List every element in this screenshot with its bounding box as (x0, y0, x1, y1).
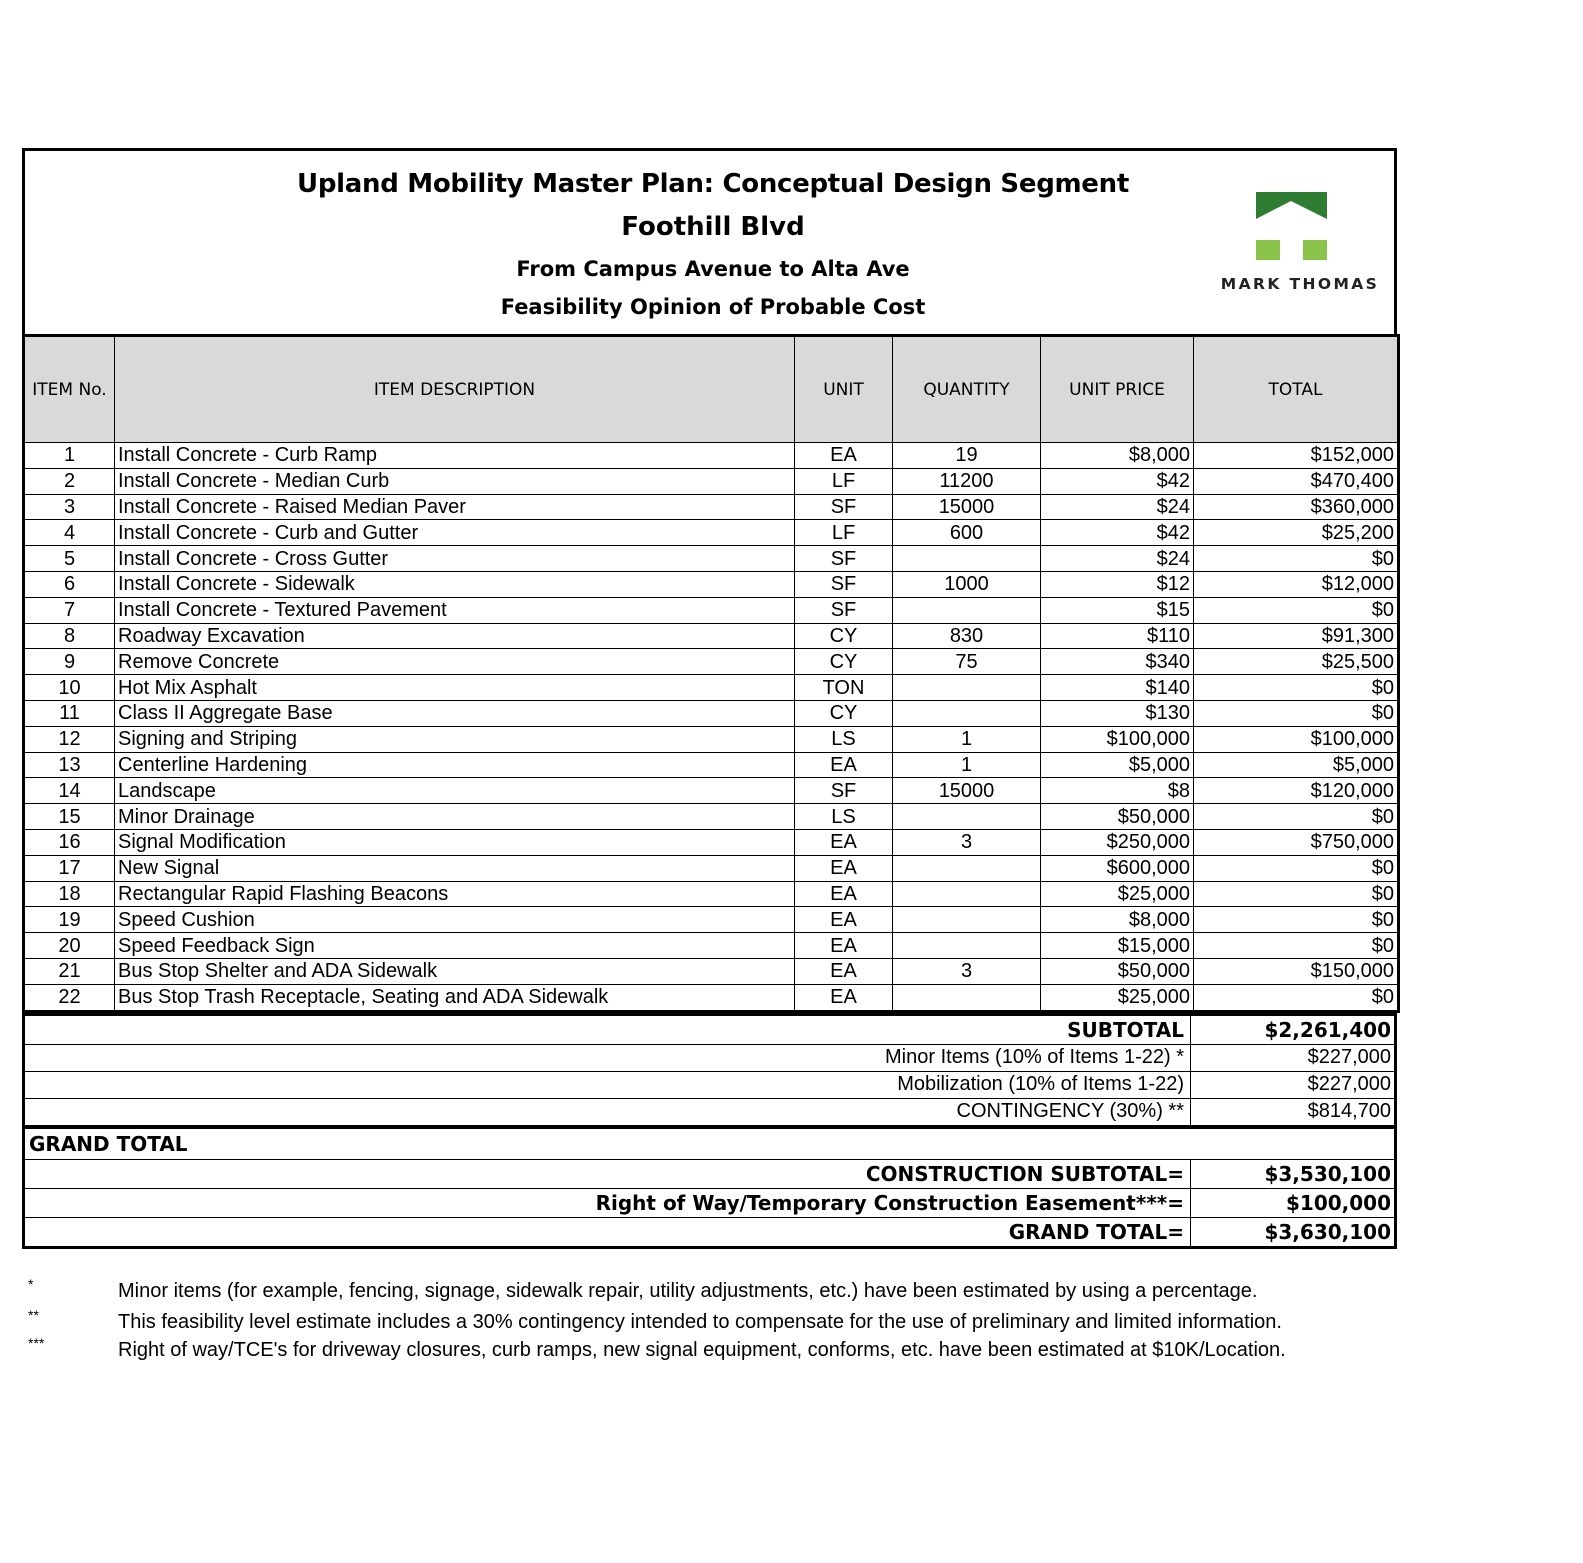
header-box (22, 148, 1397, 334)
minor-items-row (24, 1044, 1396, 1071)
col-header-quantity: QUANTITY (893, 336, 1041, 443)
item-no-cell: 22 (24, 984, 115, 1011)
item-no-cell: 11 (24, 700, 115, 726)
item-description-cell: Landscape (115, 778, 795, 804)
table-header-row (24, 336, 1399, 443)
item-description-cell: Speed Cushion (115, 907, 795, 933)
table-row (24, 752, 1399, 778)
unit-price-cell: $15 (1041, 597, 1194, 623)
table-row (24, 778, 1399, 804)
item-no-cell: 13 (24, 752, 115, 778)
item-description-cell: Bus Stop Shelter and ADA Sidewalk (115, 958, 795, 984)
quantity-cell (893, 881, 1041, 907)
table-row (24, 933, 1399, 959)
logo-text: MARK THOMAS (1220, 275, 1380, 293)
unit-cell: LF (795, 468, 893, 494)
total-cell: $0 (1194, 907, 1399, 933)
table-row (24, 494, 1399, 520)
item-description-cell: Install Concrete - Median Curb (115, 468, 795, 494)
quantity-cell: 3 (893, 829, 1041, 855)
col-header-item-no: ITEM No. (24, 336, 115, 443)
col-header-unit-price: UNIT PRICE (1041, 336, 1194, 443)
quantity-cell: 1 (893, 726, 1041, 752)
unit-price-cell: $130 (1041, 700, 1194, 726)
table-row (24, 649, 1399, 675)
unit-price-cell: $600,000 (1041, 855, 1194, 881)
item-description-cell: Class II Aggregate Base (115, 700, 795, 726)
total-cell: $120,000 (1194, 778, 1399, 804)
unit-price-cell: $8,000 (1041, 443, 1194, 469)
total-cell: $0 (1194, 855, 1399, 881)
quantity-cell: 1000 (893, 571, 1041, 597)
title-line-1: Upland Mobility Master Plan: Conceptual Design Segment (297, 169, 1129, 199)
construction-subtotal-label: CONSTRUCTION SUBTOTAL= (24, 1159, 1191, 1188)
footnote-mark: ** (28, 1307, 39, 1323)
footnote-mark: * (28, 1276, 34, 1292)
logo-m-shape (1256, 192, 1327, 219)
table-row (24, 468, 1399, 494)
item-description-cell: Speed Feedback Sign (115, 933, 795, 959)
unit-cell: CY (795, 623, 893, 649)
footnote (28, 1335, 1528, 1367)
item-description-cell: Signal Modification (115, 829, 795, 855)
unit-price-cell: $50,000 (1041, 804, 1194, 830)
table-row (24, 597, 1399, 623)
unit-price-cell: $15,000 (1041, 933, 1194, 959)
unit-cell: SF (795, 597, 893, 623)
quantity-cell: 15000 (893, 494, 1041, 520)
table-row (24, 700, 1399, 726)
table-row (24, 907, 1399, 933)
item-no-cell: 20 (24, 933, 115, 959)
mobilization-row (24, 1071, 1396, 1098)
item-no-cell: 4 (24, 520, 115, 546)
title-line-2: Foothill Blvd (621, 212, 805, 242)
item-description-cell: Hot Mix Asphalt (115, 675, 795, 701)
unit-price-cell: $340 (1041, 649, 1194, 675)
unit-price-cell: $42 (1041, 520, 1194, 546)
quantity-cell: 600 (893, 520, 1041, 546)
item-no-cell: 17 (24, 855, 115, 881)
unit-cell: CY (795, 649, 893, 675)
grand-total-heading: GRAND TOTAL (24, 1127, 1396, 1159)
unit-price-cell: $24 (1041, 494, 1194, 520)
item-description-cell: Remove Concrete (115, 649, 795, 675)
item-no-cell: 15 (24, 804, 115, 830)
right-of-way-label: Right of Way/Temporary Construction Easement***= (24, 1188, 1191, 1217)
unit-price-cell: $5,000 (1041, 752, 1194, 778)
summary-table (22, 1013, 1397, 1126)
unit-cell: SF (795, 778, 893, 804)
item-no-cell: 7 (24, 597, 115, 623)
mobilization-value: $227,000 (1191, 1071, 1396, 1098)
grand-total-heading-row (24, 1127, 1396, 1159)
unit-cell: EA (795, 855, 893, 881)
total-cell: $0 (1194, 804, 1399, 830)
item-description-cell: Install Concrete - Raised Median Paver (115, 494, 795, 520)
contingency-value: $814,700 (1191, 1098, 1396, 1125)
unit-price-cell: $25,000 (1041, 984, 1194, 1011)
logo-square-left (1256, 240, 1280, 260)
total-cell: $12,000 (1194, 571, 1399, 597)
quantity-cell: 15000 (893, 778, 1041, 804)
unit-cell: EA (795, 443, 893, 469)
quantity-cell (893, 546, 1041, 572)
subtotal-label: SUBTOTAL (24, 1014, 1191, 1044)
total-cell: $360,000 (1194, 494, 1399, 520)
footnote-text: Minor items (for example, fencing, signage, sidewalk repair, utility adjustments, etc.) have been estimated by using a percentage. (118, 1280, 1258, 1302)
item-description-cell: Roadway Excavation (115, 623, 795, 649)
table-row (24, 804, 1399, 830)
total-cell: $0 (1194, 984, 1399, 1011)
subtotal-value: $2,261,400 (1191, 1014, 1396, 1044)
footnote (28, 1276, 1528, 1308)
logo-mark-icon (1205, 189, 1395, 269)
total-cell: $0 (1194, 700, 1399, 726)
mark-thomas-logo (1205, 189, 1395, 299)
item-no-cell: 14 (24, 778, 115, 804)
grand-total-value: $3,630,100 (1191, 1217, 1396, 1247)
title-line-4: Feasibility Opinion of Probable Cost (500, 295, 926, 319)
total-cell: $470,400 (1194, 468, 1399, 494)
unit-cell: CY (795, 700, 893, 726)
item-description-cell: Signing and Striping (115, 726, 795, 752)
item-no-cell: 16 (24, 829, 115, 855)
col-header-unit: UNIT (795, 336, 893, 443)
item-no-cell: 2 (24, 468, 115, 494)
unit-cell: TON (795, 675, 893, 701)
unit-price-cell: $8,000 (1041, 907, 1194, 933)
item-description-cell: Install Concrete - Textured Pavement (115, 597, 795, 623)
title-line-3: From Campus Avenue to Alta Ave (516, 257, 910, 281)
item-description-cell: Install Concrete - Curb and Gutter (115, 520, 795, 546)
quantity-cell (893, 907, 1041, 933)
quantity-cell: 3 (893, 958, 1041, 984)
total-cell: $25,500 (1194, 649, 1399, 675)
total-cell: $0 (1194, 881, 1399, 907)
total-cell: $5,000 (1194, 752, 1399, 778)
item-description-cell: New Signal (115, 855, 795, 881)
table-row (24, 958, 1399, 984)
total-cell: $0 (1194, 675, 1399, 701)
unit-cell: EA (795, 958, 893, 984)
item-description-cell: Bus Stop Trash Receptacle, Seating and ADA Sidewalk (115, 984, 795, 1011)
total-cell: $0 (1194, 933, 1399, 959)
quantity-cell (893, 700, 1041, 726)
quantity-cell (893, 597, 1041, 623)
col-header-description: ITEM DESCRIPTION (115, 336, 795, 443)
unit-price-cell: $140 (1041, 675, 1194, 701)
unit-cell: SF (795, 494, 893, 520)
item-no-cell: 12 (24, 726, 115, 752)
total-cell: $0 (1194, 546, 1399, 572)
total-cell: $0 (1194, 597, 1399, 623)
item-no-cell: 9 (24, 649, 115, 675)
unit-cell: EA (795, 752, 893, 778)
unit-cell: SF (795, 546, 893, 572)
grand-total-label: GRAND TOTAL= (24, 1217, 1191, 1247)
table-row (24, 855, 1399, 881)
item-description-cell: Centerline Hardening (115, 752, 795, 778)
contingency-label: CONTINGENCY (30%) ** (24, 1098, 1191, 1125)
col-header-total: TOTAL (1194, 336, 1399, 443)
unit-price-cell: $42 (1041, 468, 1194, 494)
quantity-cell (893, 933, 1041, 959)
table-row (24, 726, 1399, 752)
construction-subtotal-value: $3,530,100 (1191, 1159, 1396, 1188)
quantity-cell (893, 855, 1041, 881)
table-row (24, 881, 1399, 907)
mobilization-label: Mobilization (10% of Items 1-22) (24, 1071, 1191, 1098)
logo-square-right (1303, 240, 1327, 260)
item-rows (24, 443, 1399, 1012)
footnote (28, 1307, 1528, 1339)
total-cell: $25,200 (1194, 520, 1399, 546)
minor-items-value: $227,000 (1191, 1044, 1396, 1071)
item-no-cell: 5 (24, 546, 115, 572)
unit-cell: EA (795, 907, 893, 933)
item-no-cell: 21 (24, 958, 115, 984)
item-no-cell: 8 (24, 623, 115, 649)
right-of-way-row (24, 1188, 1396, 1217)
unit-cell: EA (795, 984, 893, 1011)
unit-cell: EA (795, 881, 893, 907)
quantity-cell: 830 (893, 623, 1041, 649)
grand-total-table (22, 1126, 1397, 1249)
unit-cell: LS (795, 726, 893, 752)
item-description-cell: Rectangular Rapid Flashing Beacons (115, 881, 795, 907)
table-row (24, 829, 1399, 855)
item-description-cell: Install Concrete - Sidewalk (115, 571, 795, 597)
construction-subtotal-row (24, 1159, 1396, 1188)
unit-price-cell: $8 (1041, 778, 1194, 804)
contingency-row (24, 1098, 1396, 1125)
unit-price-cell: $110 (1041, 623, 1194, 649)
subtotal-row (24, 1014, 1396, 1044)
table-row (24, 546, 1399, 572)
quantity-cell (893, 675, 1041, 701)
quantity-cell: 75 (893, 649, 1041, 675)
table-row (24, 623, 1399, 649)
item-no-cell: 18 (24, 881, 115, 907)
unit-price-cell: $250,000 (1041, 829, 1194, 855)
unit-cell: SF (795, 571, 893, 597)
unit-price-cell: $12 (1041, 571, 1194, 597)
unit-price-cell: $24 (1041, 546, 1194, 572)
unit-price-cell: $50,000 (1041, 958, 1194, 984)
table-row (24, 571, 1399, 597)
cost-table (22, 334, 1400, 1013)
footnote-text: This feasibility level estimate includes a 30% contingency intended to compensate for the use of preliminary and limited information. (118, 1311, 1282, 1333)
quantity-cell: 1 (893, 752, 1041, 778)
quantity-cell: 19 (893, 443, 1041, 469)
table-row (24, 984, 1399, 1011)
unit-cell: EA (795, 933, 893, 959)
unit-price-cell: $100,000 (1041, 726, 1194, 752)
item-description-cell: Minor Drainage (115, 804, 795, 830)
footnotes (28, 1276, 1528, 1367)
item-no-cell: 10 (24, 675, 115, 701)
total-cell: $100,000 (1194, 726, 1399, 752)
unit-cell: LF (795, 520, 893, 546)
item-no-cell: 6 (24, 571, 115, 597)
item-description-cell: Install Concrete - Curb Ramp (115, 443, 795, 469)
table-row (24, 675, 1399, 701)
item-description-cell: Install Concrete - Cross Gutter (115, 546, 795, 572)
total-cell: $750,000 (1194, 829, 1399, 855)
minor-items-label: Minor Items (10% of Items 1-22) * (24, 1044, 1191, 1071)
table-row (24, 520, 1399, 546)
total-cell: $91,300 (1194, 623, 1399, 649)
item-no-cell: 3 (24, 494, 115, 520)
unit-price-cell: $25,000 (1041, 881, 1194, 907)
item-no-cell: 1 (24, 443, 115, 469)
unit-cell: LS (795, 804, 893, 830)
right-of-way-value: $100,000 (1191, 1188, 1396, 1217)
table-row (24, 443, 1399, 469)
unit-cell: EA (795, 829, 893, 855)
cost-estimate-sheet (22, 148, 1397, 1249)
total-cell: $152,000 (1194, 443, 1399, 469)
footnote-text: Right of way/TCE's for driveway closures, curb ramps, new signal equipment, conforms, etc. have been estimated at $10K/Location. (118, 1339, 1286, 1361)
quantity-cell (893, 984, 1041, 1011)
footnote-mark: *** (28, 1335, 45, 1351)
item-no-cell: 19 (24, 907, 115, 933)
quantity-cell (893, 804, 1041, 830)
quantity-cell: 11200 (893, 468, 1041, 494)
grand-total-row (24, 1217, 1396, 1247)
total-cell: $150,000 (1194, 958, 1399, 984)
